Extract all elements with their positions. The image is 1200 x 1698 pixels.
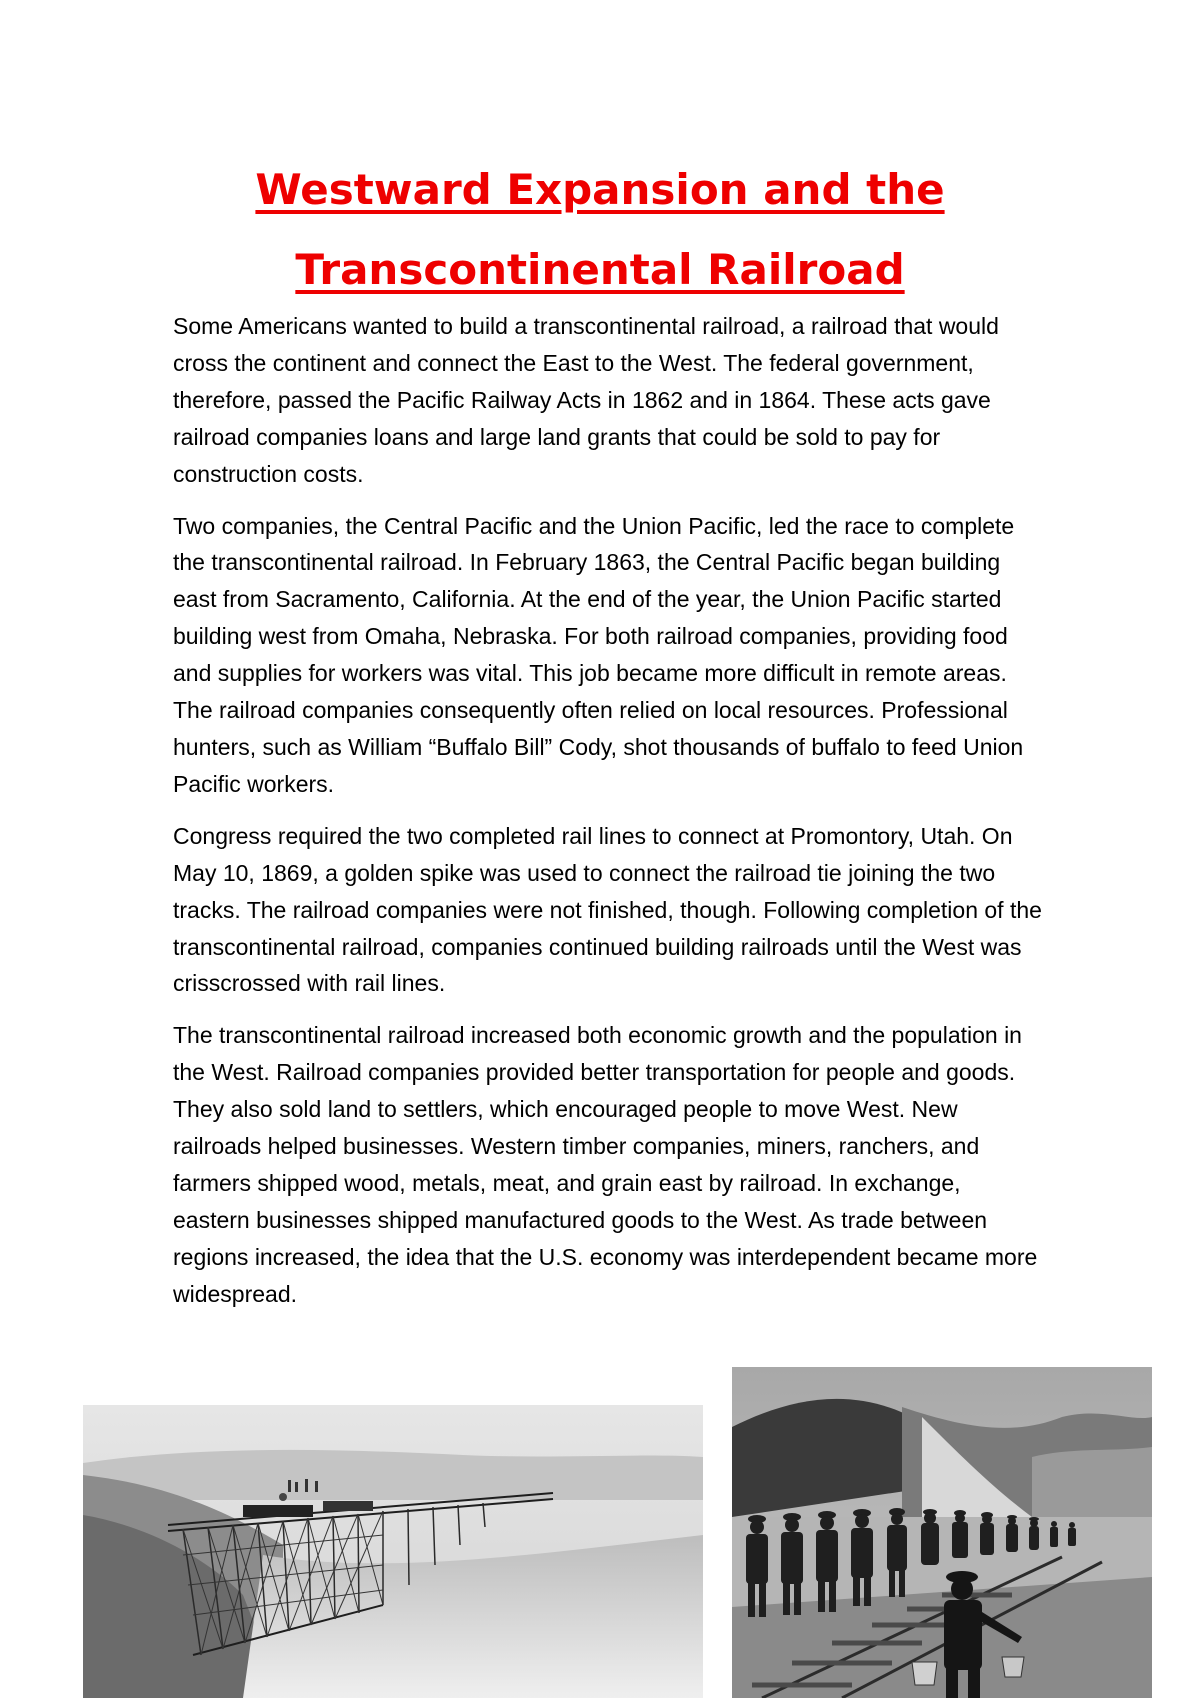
paragraph-2: Two companies, the Central Pacific and the Union Pacific, led the race to complete the transcontinental railroad. In February 1863, the Central Pacific began building east from Sacramento, California. At the end of the year, the Union Pacific started building west from Omaha, Nebraska. For both railroad companies, providing food and supplies for workers was vital. This job became more difficult in remote areas. The railroad companies consequently often relied on local resources. Professional hunters, such as William “Buffalo Bill” Cody, shot thousands of buffalo to feed Union Pacific workers. — [173, 512, 1024, 797]
trestle-bridge-illustration — [83, 1405, 703, 1698]
paragraph-3: Congress required the two completed rail lines to connect at Promontory, Utah. On May 10, 1869, a golden spike was used to connect the railroad tie joining the two tracks. The railroad companies were not finished, though. Following completion of the transcontinental railroad, companies continued building railroads until the West was crisscrossed with rail lines. — [173, 822, 1042, 997]
title-line-1: Westward Expansion and the — [255, 165, 945, 214]
paragraph-1: Some Americans wanted to build a transcontinental railroad, a railroad that would cross the continent and connect the East to the West. The federal government, therefore, passed the Pacific Railway Acts in 1862 and in 1864. These acts gave railroad companies loans and large land grants that could be sold to pay for construction costs. — [173, 313, 999, 487]
paragraph-4: The transcontinental railroad increased both economic growth and the population in the West. Railroad companies provided better transportation for people and goods. They also sold land to settlers, which encouraged people to move West. New railroads helped businesses. Western timber companies, miners, ranchers, and farmers shipped wood, metals, meat, and grain east by railroad. In exchange, eastern businesses shipped manufactured goods to the West. As trade between regions increased, the idea that the U.S. economy was interdependent became more widespread. — [173, 1022, 1038, 1307]
body-text — [173, 308, 1043, 1328]
trestle-bridge-photo — [83, 1405, 703, 1698]
document-title — [0, 150, 1200, 310]
railroad-workers-photo — [732, 1367, 1152, 1698]
title-line-2: Transcontinental Railroad — [295, 245, 905, 294]
railroad-workers-illustration — [732, 1367, 1152, 1698]
